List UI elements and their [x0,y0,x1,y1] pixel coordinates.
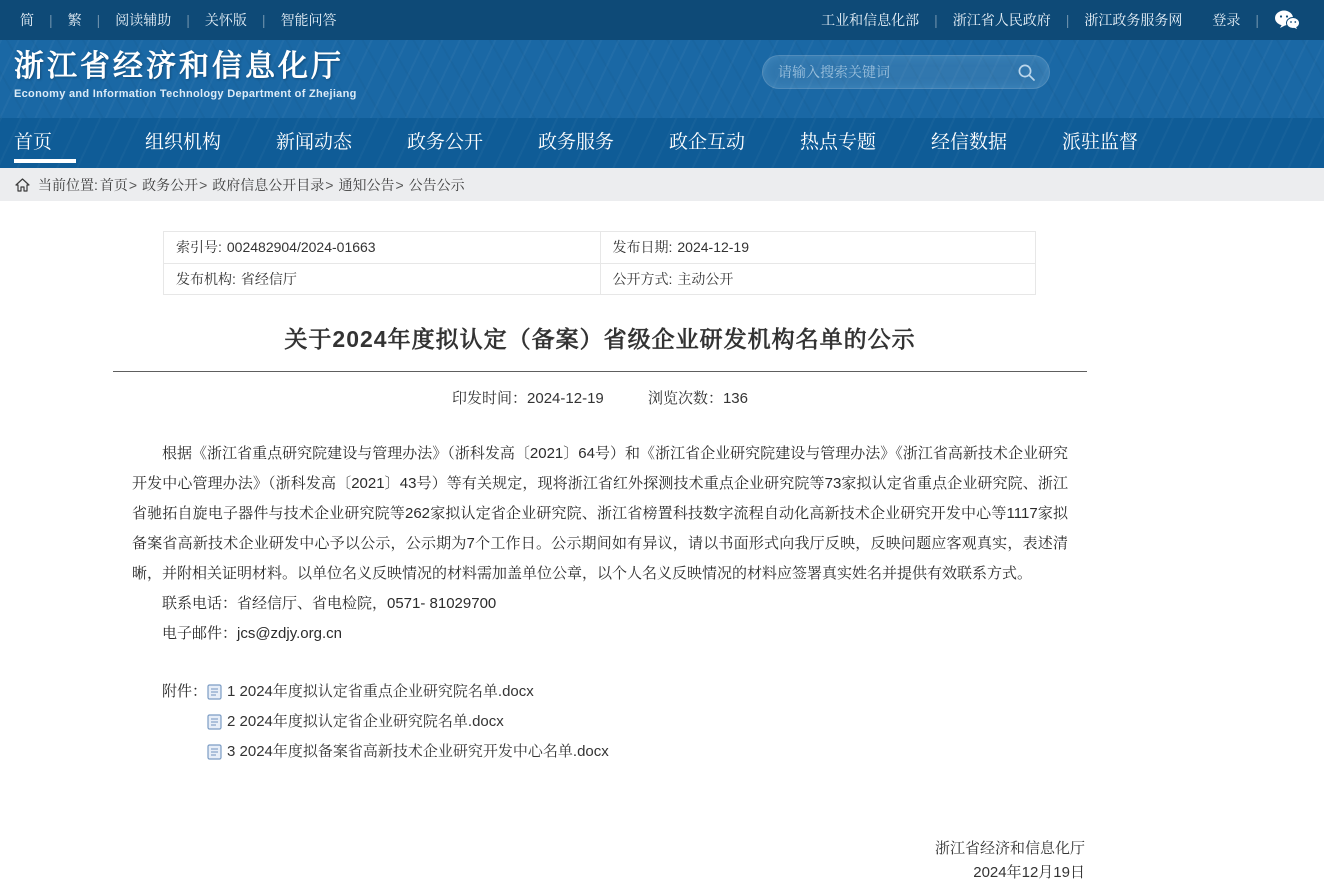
article-paragraphs [132,439,1068,649]
article-paragraph: 电子邮件：jcs@zdjy.org.cn [162,625,342,642]
nav-item[interactable]: 政企互动 [669,132,746,153]
breadcrumb-separator: > [325,176,334,193]
attachment-list [207,677,609,767]
nav-item[interactable]: 新闻动态 [276,132,353,153]
article-paragraph: 根据《浙江省重点研究院建设与管理办法》（浙科发高〔2021〕64号）和《浙江省企业研究院建设与管理办法》《浙江省高新技术企业研究开发中心管理办法》（浙科发高〔2021〕43号）等有关规定，现将浙江省红外探测技术重点企业研究院等73家拟认定省重点企业研究院、浙江省驰拓自旋电子器件与技术企业研究院等262家拟认定省企业研究院、浙江省榜置科技数字流程自动化高新技术企业研究开发中心等1117家拟备案省高新技术企业研发中心予以公示，公示期为7个工作日。公示期间如有异议，请以书面形式向我厅反映，反映问题应客观真实，表述清晰，并附相关证明材料。以单位名义反映情况的材料需加盖单位公章，以个人名义反映情况的材料应签署真实姓名并提供有效联系方式。 [132,445,1068,582]
print-time [452,390,604,407]
info-label: 发布机构: [176,271,236,287]
title-divider [113,371,1087,372]
nav-item[interactable]: 组织机构 [145,132,222,153]
topbar-separator: | [1065,12,1070,28]
attachments-label: 附件： [162,683,208,700]
info-value: 省经信厅 [240,271,297,287]
table-cell [600,264,1036,294]
attachment-name: 1 2024年度拟认定省重点企业研究院名单.docx [227,683,534,700]
info-value: 主动公开 [677,271,734,287]
attachment-name: 3 2024年度拟备案省高新技术企业研究开发中心名单.docx [227,743,609,760]
doc-icon [207,744,222,760]
info-label: 公开方式: [612,271,673,287]
wechat-icon[interactable] [1274,9,1300,31]
signature-name: 浙江省经济和信息化厅 [934,840,1085,857]
view-count-label: 浏览次数： [647,390,723,407]
info-value: 2024-12-19 [677,239,750,255]
info-label: 发布日期: [612,239,673,255]
view-count [648,390,748,407]
breadcrumb-item[interactable]: 通知公告 [338,176,395,193]
breadcrumb-separator: > [199,176,208,193]
topbar-link[interactable]: 工业和信息化部 [821,12,920,28]
topbar-separator: | [1255,12,1259,28]
article-container [113,231,1087,885]
view-count-value: 136 [722,390,748,407]
nav-item[interactable]: 政务服务 [538,132,615,153]
site-subtitle: Economy and Information Technology Department of Zhejiang [14,88,357,100]
article-body [113,439,1087,767]
breadcrumb [0,168,1324,201]
signature-block [113,837,1087,885]
site-logo[interactable] [14,49,357,100]
topbar-link[interactable]: 登录 [1212,12,1241,28]
print-time-value: 2024-12-19 [527,390,604,407]
breadcrumb-separator: > [395,176,404,193]
attachment-item[interactable] [207,737,609,767]
main-nav [0,118,1324,168]
attachment-item[interactable] [207,707,609,737]
breadcrumb-links [100,175,471,195]
nav-item[interactable]: 政务公开 [407,132,484,153]
doc-icon [207,714,222,730]
info-label: 索引号: [176,239,222,255]
home-icon[interactable] [15,178,30,192]
table-cell [600,232,1036,263]
attachment-name: 2 2024年度拟认定省企业研究院名单.docx [227,713,504,730]
topbar-link[interactable]: 繁 [67,12,82,28]
table-cell [164,264,600,294]
site-title: 浙江省经济和信息化厅 [14,50,344,83]
table-row [164,232,1035,263]
topbar-link[interactable]: 智能问答 [280,12,337,28]
doc-icon [207,684,222,700]
page-title: 关于2024年度拟认定（备案）省级企业研发机构名单的公示 [284,326,916,352]
site-header [0,40,1324,118]
table-row [164,263,1035,294]
search-box [762,55,1050,89]
info-value: 002482904/2024-01663 [226,239,376,255]
topbar-right-links [821,10,1259,30]
print-time-label: 印发时间： [452,390,528,407]
search-icon[interactable] [1017,63,1036,82]
breadcrumb-prefix: 当前位置: [38,176,98,193]
topbar-left-links [20,10,352,30]
top-utility-bar [0,0,1324,40]
breadcrumb-item[interactable]: 政务公开 [142,176,199,193]
signature-date: 2024年12月19日 [973,864,1085,881]
topbar-separator: | [49,12,53,28]
article-meta [113,387,1087,408]
nav-item[interactable]: 首页 [14,118,145,168]
nav-item[interactable]: 派驻监督 [1062,132,1139,153]
article-paragraph: 联系电话：省经信厅、省电检院，0571- 81029700 [162,595,497,612]
topbar-link[interactable]: 浙江政务服务网 [1084,12,1183,28]
breadcrumb-separator: > [128,176,138,193]
search-input[interactable] [776,63,1017,81]
topbar-right [821,9,1300,31]
topbar-link[interactable]: 关怀版 [204,12,247,28]
topbar-link[interactable]: 阅读辅助 [115,12,172,28]
table-cell [164,232,600,263]
topbar-link[interactable]: 简 [20,12,34,28]
breadcrumb-item[interactable]: 公告公示 [408,176,465,193]
topbar-separator: | [96,12,101,28]
nav-item[interactable]: 经信数据 [931,132,1008,153]
breadcrumb-item[interactable]: 首页 [99,176,128,193]
attachment-item[interactable] [207,677,609,707]
attachments-block [132,677,1068,767]
nav-item[interactable]: 热点专题 [800,132,877,153]
document-info-table [163,231,1036,295]
breadcrumb-item[interactable]: 政府信息公开目录 [212,176,325,193]
topbar-link[interactable]: 浙江省人民政府 [952,12,1051,28]
topbar-separator: | [186,12,190,28]
topbar-separator: | [261,12,266,28]
topbar-separator: | [934,12,938,28]
